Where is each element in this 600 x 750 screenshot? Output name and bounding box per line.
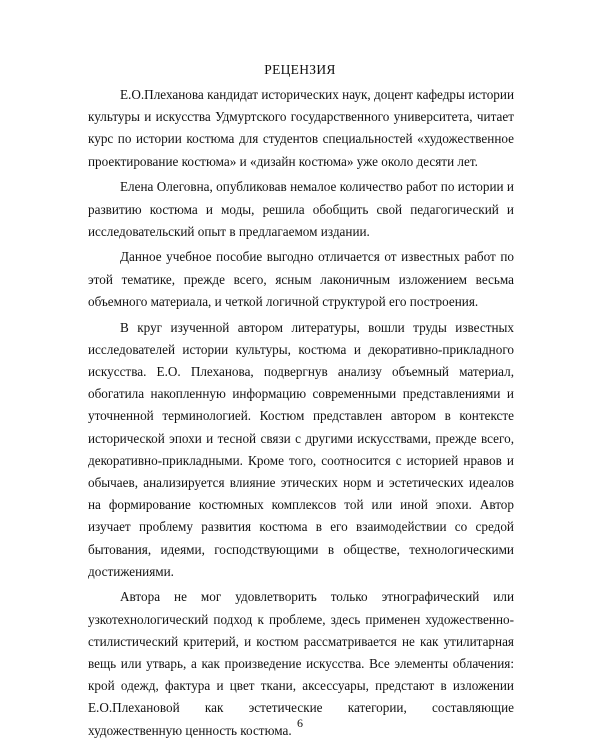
paragraph: В круг изученной автором литературы, вошли труды известных исследователей истории культуры, костюма и декоративно-прикладного искусства. Е.О. Плеханова, подвергнув анализу объемный материал, обогатила накопленную информацию современными представлениями и уточненной терминологией. Костюм представлен автором в контексте исторической эпохи и тесной связи с другими искусствами, прежде всего, декоративно-прикладными. Кроме того, соотносится с историей нравов и обычаев, анализируется влияние этических норм и эстетических идеалов на формирование костюмных комплексов той или иной эпохи. Автор изучает проблему развития костюма в его взаимодействии со средой бытования, идеями, господствующими в обществе, технологическими достижениями. — [88, 319, 514, 579]
paragraph: Е.О.Плеханова кандидат исторических наук, доцент кафедры истории культуры и искусства Удмуртского государственного университета, читает курс по истории костюма для студентов специальностей «художественное проектирование костюма» и «дизайн костюма» уже около десяти лет. — [88, 87, 514, 169]
paragraph: Елена Олеговна, опубликовав немалое количество работ по истории и развитию костюма и моды, решила обобщить свой педагогический и исследовательский опыт в предлагаемом издании. — [88, 179, 514, 239]
review-body — [88, 84, 514, 745]
page-title: РЕЦЕНЗИЯ — [264, 62, 336, 77]
paragraph: Автора не мог удовлетворить только этнографический или узкотехнологический подход к проблеме, здесь применен художественно-стилистический критерий, и костюм рассматривается не как утилитарная вещь или утварь, а как произведение искусства. Все элементы облачения: крой одежд, фактура и цвет ткани, аксессуары, предстают в изложении Е.О.Плехановой как эстетические категории, составляющие художественную ценность костюма. — [88, 589, 514, 738]
paragraph: Данное учебное пособие выгодно отличается от известных работ по этой тематике, прежде всего, ясным лаконичным изложением весьма объемного материала, и четкой логичной структурой его построения. — [88, 249, 514, 309]
page-number: 6 — [297, 716, 303, 730]
